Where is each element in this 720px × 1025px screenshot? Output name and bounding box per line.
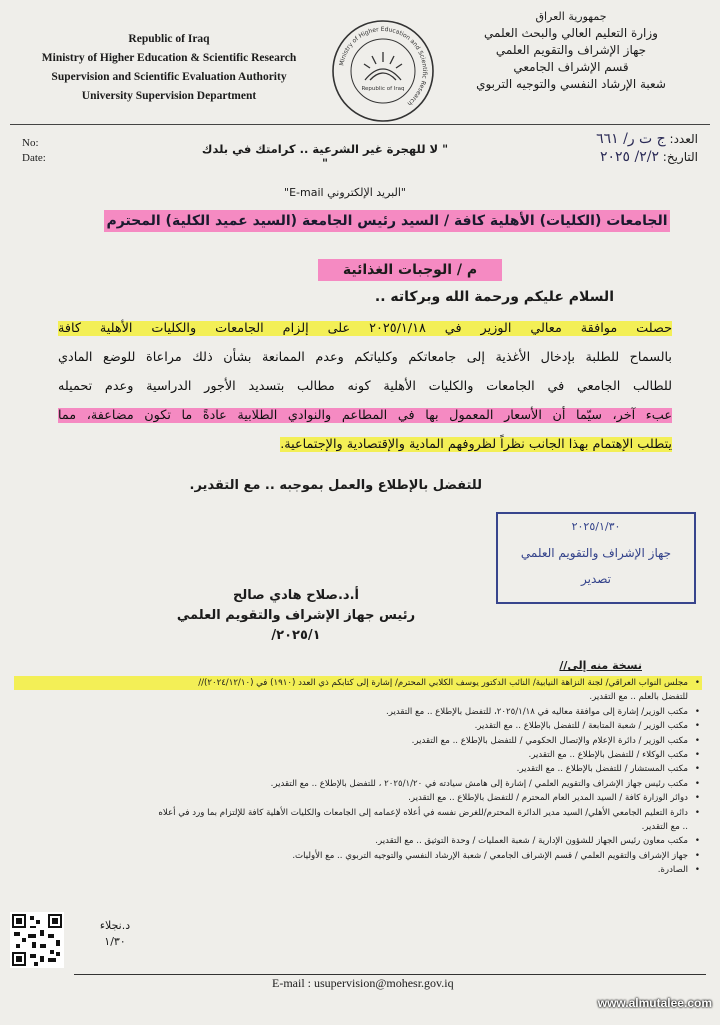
header-en-line: Ministry of Higher Education & Scientific Research (41, 52, 297, 64)
recipient-line: الجامعات (الكليات) الأهلية كافة / السيد رئيس الجامعة (السيد عميد الكلية) المحترم (104, 210, 670, 232)
date-label-ar: التاريخ: (662, 150, 698, 164)
header-ar-line: قسم الإشراف الجامعي (513, 60, 629, 74)
signature-date: ٢٠٢٥/١/ (271, 628, 321, 643)
copies-title: نسخة منه إلى// (559, 659, 642, 672)
copy-recipient-item: • مكتب الوزير/ إشارة إلى موافقة معاليه في ٢٠٢٥/١/١٨، للتفضل بالإطلاع .. مع التقدير. (14, 705, 702, 719)
greeting: السلام عليكم ورحمة الله وبركاته .. (374, 289, 614, 305)
body-line: عبء آخر، سيّما أن الأسعار المعمول بها في المطاعم والنوادي الطلابية عادةً ما تكون مضاعفة، مما (58, 408, 672, 423)
copies-list (14, 676, 702, 878)
drafter-date: ١/٣٠ (104, 935, 126, 948)
reference-ar (596, 130, 698, 166)
header-en-line: Supervision and Scientific Evaluation Authority (51, 71, 287, 83)
copy-recipient-note: .. مع التقدير. (641, 822, 688, 833)
header-arabic (436, 8, 706, 93)
copy-recipient-item: • جهاز الإشراف والتقويم العلمي / قسم الإشراف الجامعي / شعبة الإرشاد النفسي والتوجيه التربوي .. مع الأوليات. (14, 849, 702, 863)
copy-recipient-item: • مكتب رئيس جهاز الإشراف والتقويم العلمي / إشارة إلى هامش سيادته في ٢٠٢٥/١/٢٠ ، للتفضل بالإطلاع .. مع التقدير. (14, 777, 702, 791)
copy-recipient-item: • الصادرة. (14, 863, 702, 877)
body-line: بالسماح للطلبة بإدخال الأغذية إلى جامعاتكم وكلياتكم وعدم الممانعة بشأن ذلك مراعاة للوضع المادي (58, 350, 672, 365)
ministry-seal-logo (330, 18, 436, 124)
qr-code-icon (10, 912, 64, 968)
date-value-ar: ٢/٢/ ٢٠٢٥ (599, 149, 659, 165)
watermark: www.almutalee.com (597, 996, 712, 1010)
body-line: للطالب الجامعي في الجامعات والكليات الأهلية كونه مطالب بتسديد الأجور الدراسية وعدم تحميله (58, 379, 672, 394)
stamp-authority: جهاز الإشراف والتقويم العلمي (520, 546, 672, 560)
signature-block (176, 586, 416, 646)
drafter-name: د.نجلاء (99, 919, 131, 932)
header-en-line: Republic of Iraq (128, 33, 210, 45)
signatory-name: أ.د.صلاح هادي صالح (232, 588, 360, 603)
copy-recipient-item: • مجلس النواب العراقي/ لجنة النزاهة النيابية/ النائب الدكتور يوسف الكلابي المحترم/ إشارة إلى كتابكم ذي العدد (١٩١٠) في (٢٠٢٤/١٢/١٠)// (14, 676, 702, 690)
copy-recipient-item: • مكتب الوزير / شعبة المتابعة / للتفضل بالإطلاع .. مع التقدير. (14, 719, 702, 733)
footer-email: E-mail : usupervision@mohesr.gov.iq (272, 976, 454, 990)
no-label-en: No: (22, 137, 39, 149)
header-divider (10, 124, 710, 125)
email-delivery-label: "البريد الإلكتروني E-mail" (284, 186, 406, 199)
copy-recipient-item: • مكتب معاون رئيس الجهاز للشؤون الإدارية / شعبة العمليات / وحدة التوثيق .. مع التقدير. (14, 834, 702, 848)
subject-line: م / الوجبات الغذائية (318, 259, 502, 281)
seal-text-inner: Republic of Iraq (361, 86, 405, 92)
header-ar-line: شعبة الإرشاد النفسي والتوجيه التربوي (476, 77, 666, 91)
stamp-date: ٢٠٢٥/١/٣٠ (571, 520, 621, 533)
stamp-label: تصدير (580, 572, 611, 586)
no-value-ar: ج ت ر/ ٦٦١ (596, 131, 666, 147)
header-ar-line: جمهورية العراق (535, 10, 607, 23)
no-label-ar: العدد: (669, 132, 698, 146)
copy-recipient-item: • دائرة التعليم الجامعي الأهلي/ السيد مدير الدائرة المحترم/للغرض نفسه في أعلاه لإعمامه إلى الجامعات والكليات الأهلية كافة للإلتزام بما ورد في أعلاه (14, 806, 702, 820)
body-line: يتطلب الإهتمام بهذا الجانب نظراً لظروفهم المادية والإقتصادية والإجتماعية. (280, 437, 672, 452)
copy-recipient-item: • مكتب الوزير / دائرة الإعلام والإتصال الحكومي / للتفضل بالإطلاع .. مع التقدير. (14, 734, 702, 748)
copy-recipient-item: • مكتب المستشار / للتفضل بالإطلاع .. مع التقدير. (14, 762, 702, 776)
signatory-title: رئيس جهاز الإشراف والتقويم العلمي (176, 608, 416, 623)
copy-recipient-note: للتفضل بالعلم .. مع التقدير. (589, 692, 688, 703)
slogan: " لا للهجرة غير الشرعية .. كرامتك في بلدك " (201, 142, 449, 170)
letter-body (58, 314, 672, 459)
date-label-en: Date: (22, 152, 46, 164)
seal-text-outer: Ministry of Higher Education and Scientific Research (338, 25, 429, 107)
body-line: حصلت موافقة معالي الوزير في ٢٠٢٥/١/١٨ على إلزام الجامعات والكليات الأهلية كافة (58, 321, 672, 336)
drafter-signoff (60, 918, 170, 950)
footer-divider (74, 974, 706, 975)
header-english (14, 30, 324, 106)
outgoing-stamp (496, 512, 696, 604)
copy-recipient-item: • مكتب الوكلاء / للتفضل بالإطلاع .. مع التقدير. (14, 748, 702, 762)
closing-line: للتفضل بالإطلاع والعمل بموجبه .. مع التقدير. (189, 478, 482, 493)
header-ar-line: وزارة التعليم العالي والبحث العلمي (484, 26, 658, 40)
header-ar-line: جهاز الإشراف والتقويم العلمي (495, 43, 647, 57)
copy-recipient-item: • دوائر الوزارة كافة / السيد المدير العام المحترم / للتفضل بالإطلاع .. مع التقدير. (14, 791, 702, 805)
header-en-line: University Supervision Department (81, 90, 257, 102)
reference-en (22, 136, 52, 166)
